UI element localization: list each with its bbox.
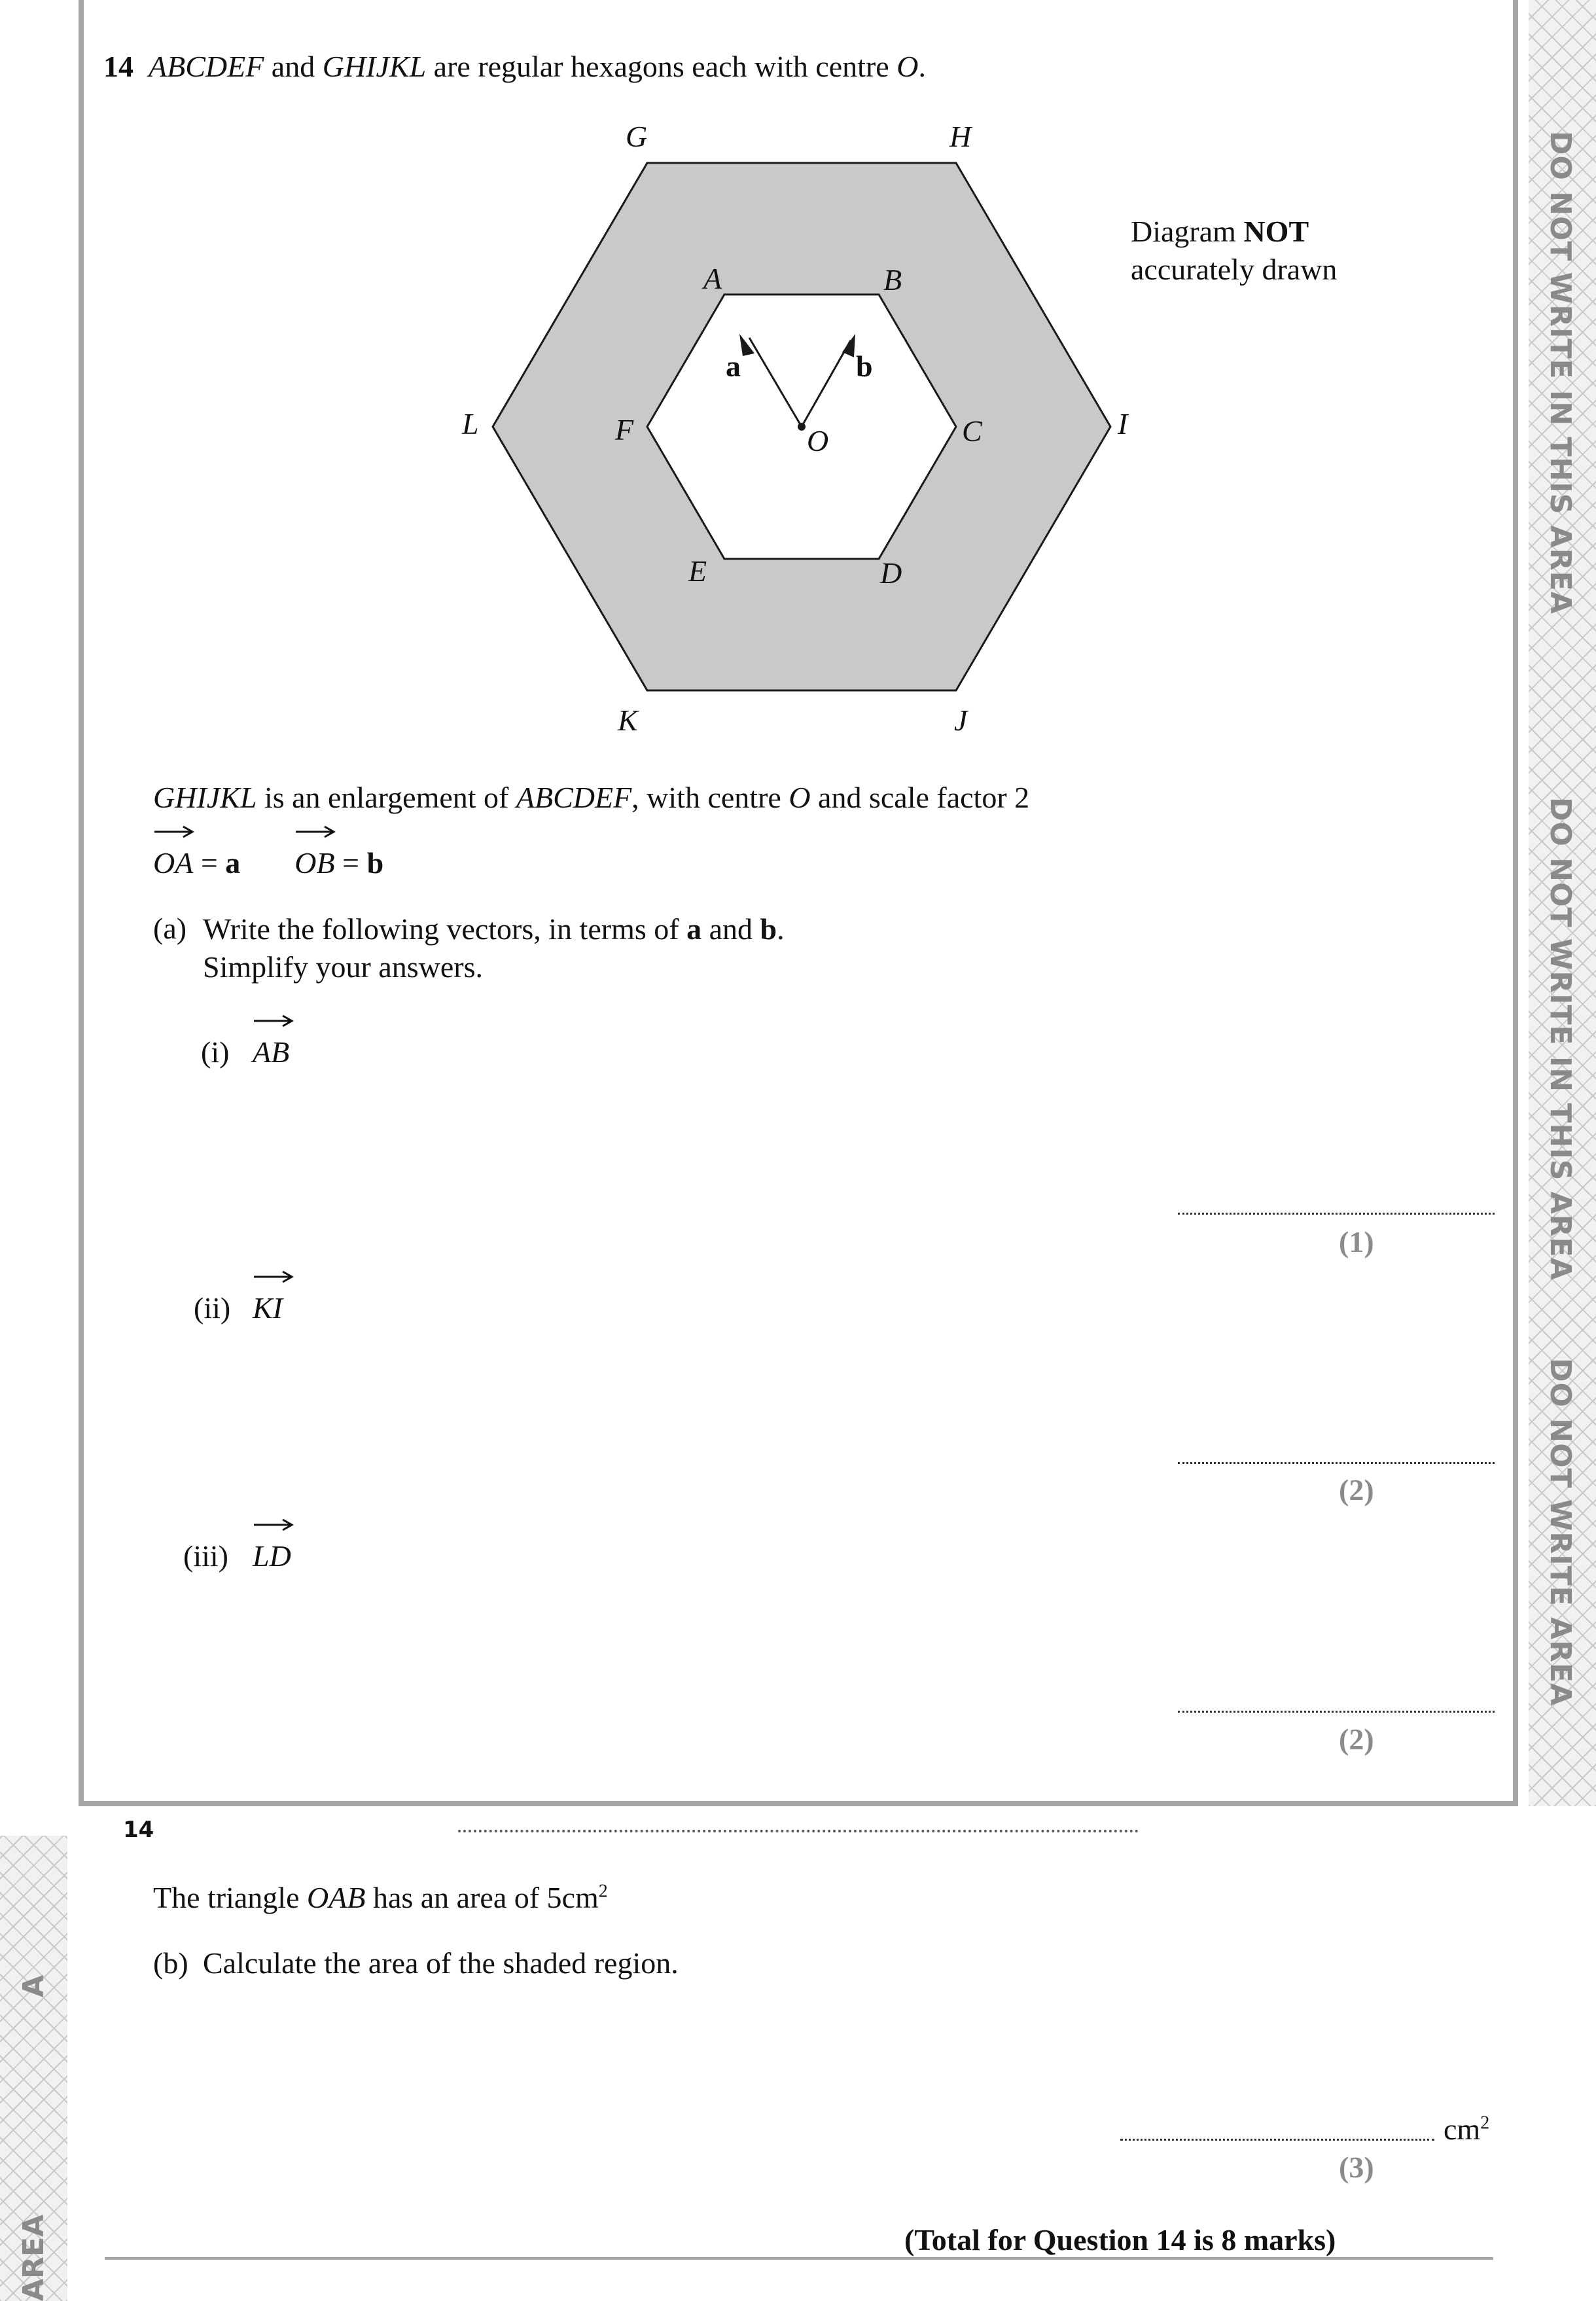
margin-warning-2: DO NOT WRITE IN THIS AREA <box>1544 797 1577 1281</box>
part-a-instructions: Write the following vectors, in terms of a and b. Simplify your answers. <box>203 912 785 984</box>
label-b: B <box>883 263 902 296</box>
label-j: J <box>954 704 968 737</box>
page-number: 14 <box>123 1817 154 1843</box>
hexagon-diagram <box>0 0 1505 772</box>
page-edge-fragment <box>458 1830 1139 1835</box>
label-f: F <box>615 413 634 446</box>
margin-warning-3: DO NOT WRITE AREA <box>1544 1358 1577 1707</box>
marks-b: (3) <box>1339 2150 1374 2184</box>
question-intro: 14 ABCDEF and GHIJKL are regular hexagons each with centre O. <box>103 50 926 83</box>
label-vector-b: b <box>856 349 873 383</box>
label-e: E <box>688 554 707 588</box>
part-a-iii-label: (iii) <box>183 1539 228 1573</box>
vector-ob: OB <box>294 845 334 881</box>
label-h: H <box>949 120 972 153</box>
label-vector-a: a <box>726 349 741 383</box>
page-frame-bottom <box>79 1801 1518 1806</box>
marks-a-i: (1) <box>1339 1225 1374 1258</box>
margin-warning-1: DO NOT WRITE IN THIS AREA <box>1544 131 1577 615</box>
part-b-label: (b) <box>153 1946 188 1980</box>
margin-fragment-a: A <box>17 1974 50 1997</box>
marks-a-ii: (2) <box>1339 1473 1374 1507</box>
part-a-ii-label: (ii) <box>194 1291 231 1325</box>
part-a-i-label: (i) <box>201 1035 230 1069</box>
answer-unit-b: $cm^2$ <box>1444 2113 1490 2146</box>
bottom-rule <box>105 2257 1493 2260</box>
question-number: 14 <box>103 50 133 83</box>
centre-point-o <box>798 423 806 431</box>
part-a-i-vector: AB <box>253 1034 289 1070</box>
label-k: K <box>618 704 638 737</box>
part-a-label: (a) <box>153 912 187 945</box>
label-i: I <box>1118 407 1128 440</box>
margin-fragment-area: AREA <box>17 2214 50 2301</box>
label-l: L <box>462 407 479 440</box>
label-o: O <box>807 424 829 457</box>
answer-line-a-iii[interactable] <box>1178 1711 1495 1713</box>
answer-line-a-ii[interactable] <box>1178 1462 1495 1464</box>
answer-line-a-i[interactable] <box>1178 1213 1495 1215</box>
part-a-ii-vector: KI <box>253 1290 283 1326</box>
enlargement-statement: GHIJKL is an enlargement of ABCDEF, with centre O and scale factor 2 <box>153 781 1030 814</box>
label-d: D <box>880 556 902 590</box>
page-frame-right <box>1513 0 1518 1806</box>
answer-line-b[interactable] <box>1120 2139 1434 2141</box>
marks-a-iii: (2) <box>1339 1722 1374 1756</box>
part-b-question: Calculate the area of the shaded region. <box>203 1946 679 1980</box>
label-g: G <box>626 120 648 153</box>
label-a: A <box>703 262 722 295</box>
vector-definitions: OA = a OB = b <box>153 845 383 881</box>
diagram-note: Diagram NOT accurately drawn <box>1131 215 1338 286</box>
total-marks: (Total for Question 14 is 8 marks) <box>904 2223 1336 2256</box>
vector-oa: OA <box>153 845 193 881</box>
triangle-area-statement: The triangle OAB has an area of $5cm^2$ <box>153 1881 608 1914</box>
label-c: C <box>962 414 982 448</box>
part-a-iii-vector: LD <box>253 1538 291 1574</box>
